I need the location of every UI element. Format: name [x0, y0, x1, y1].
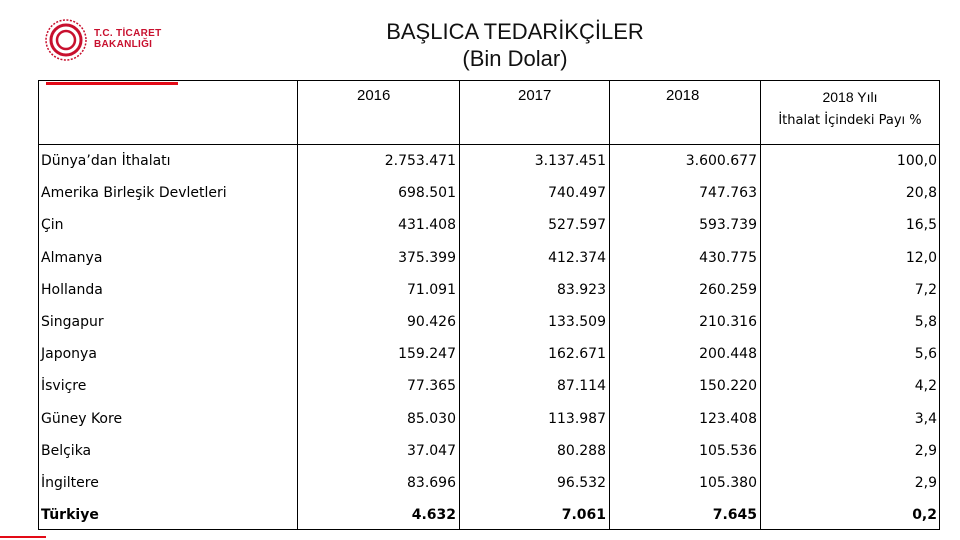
table-row — [39, 403, 939, 435]
ministry-logo — [44, 18, 164, 62]
share-cell: 2,9 — [914, 442, 937, 459]
column-divider — [760, 81, 761, 530]
header-share-line-2: İthalat İçindeki Payı % — [778, 113, 922, 128]
header-2018: 2018 — [666, 87, 700, 104]
table-header — [39, 81, 939, 145]
header-share — [761, 87, 939, 151]
country-cell: Hollanda — [41, 281, 103, 298]
red-accent-rule — [46, 82, 178, 85]
value-2018-cell: 105.380 — [699, 475, 757, 492]
ministry-emblem-icon — [44, 18, 88, 62]
value-2016-cell: 431.408 — [398, 217, 456, 234]
value-2016-cell: 159.247 — [398, 346, 456, 363]
page-title — [300, 18, 730, 72]
table-row — [39, 242, 939, 274]
value-2017-cell: 83.923 — [557, 281, 606, 298]
share-cell: 12,0 — [905, 249, 937, 266]
column-divider — [609, 81, 610, 530]
value-2018-cell: 210.316 — [699, 314, 757, 331]
share-cell: 5,6 — [914, 346, 937, 363]
value-2018-cell: 150.220 — [699, 378, 757, 395]
value-2018-cell: 430.775 — [699, 249, 757, 266]
country-cell: Çin — [41, 217, 64, 234]
header-share-line-1: 2018 Yılı — [822, 89, 878, 105]
table-row — [39, 145, 939, 177]
share-cell: 7,2 — [914, 281, 937, 298]
value-2016-cell: 375.399 — [398, 249, 456, 266]
value-2017-cell: 87.114 — [557, 378, 606, 395]
country-cell: İngiltere — [41, 475, 99, 492]
column-divider — [459, 81, 460, 530]
table-row — [39, 338, 939, 370]
value-2017-cell: 133.509 — [548, 314, 606, 331]
country-cell: Almanya — [41, 249, 103, 266]
value-2016-cell: 698.501 — [398, 185, 456, 202]
share-cell: 16,5 — [905, 217, 937, 234]
country-cell: Dünya’dan İthalatı — [41, 153, 171, 170]
share-cell: 3,4 — [914, 410, 937, 427]
value-2017-cell: 80.288 — [557, 442, 606, 459]
red-accent-rule-bottom — [0, 536, 46, 538]
value-2018-cell: 260.259 — [699, 281, 757, 298]
value-2016-cell: 77.365 — [407, 378, 456, 395]
share-cell: 5,8 — [914, 314, 937, 331]
value-2018-cell: 123.408 — [699, 410, 757, 427]
value-2018-cell: 105.536 — [699, 442, 757, 459]
country-cell: Japonya — [41, 346, 97, 363]
value-2017-cell: 162.671 — [548, 346, 606, 363]
value-2018-cell: 593.739 — [699, 217, 757, 234]
country-cell: Belçika — [41, 442, 92, 459]
header-2017: 2017 — [518, 87, 552, 104]
share-cell: 100,0 — [896, 153, 937, 170]
share-cell: 20,8 — [905, 185, 937, 202]
table-row — [39, 370, 939, 402]
value-2016-cell: 83.696 — [407, 475, 456, 492]
value-2017-cell: 412.374 — [548, 249, 606, 266]
value-2017-cell: 113.987 — [548, 410, 606, 427]
value-2016-cell: 85.030 — [407, 410, 456, 427]
value-2017-cell: 740.497 — [548, 185, 606, 202]
value-2018-cell: 7.645 — [712, 507, 757, 524]
value-2017-cell: 7.061 — [561, 507, 606, 524]
table-row — [39, 177, 939, 209]
logo-wordmark — [94, 28, 162, 50]
value-2016-cell: 4.632 — [411, 507, 456, 524]
column-divider — [297, 81, 298, 530]
value-2017-cell: 96.532 — [557, 475, 606, 492]
value-2017-cell: 3.137.451 — [534, 153, 606, 170]
table-row — [39, 435, 939, 467]
value-2018-cell: 3.600.677 — [685, 153, 757, 170]
share-cell: 4,2 — [914, 378, 937, 395]
suppliers-table — [38, 80, 940, 530]
share-cell: 2,9 — [914, 475, 937, 492]
table-row — [39, 274, 939, 306]
share-cell: 0,2 — [912, 507, 937, 524]
table-row — [39, 306, 939, 338]
country-cell: Singapur — [41, 314, 104, 331]
value-2016-cell: 90.426 — [407, 314, 456, 331]
table-row — [39, 467, 939, 499]
value-2016-cell: 71.091 — [407, 281, 456, 298]
country-cell: Türkiye — [41, 507, 99, 524]
logo-line-2: BAKANLIĞI — [94, 39, 153, 50]
table-row — [39, 499, 939, 531]
value-2018-cell: 747.763 — [699, 185, 757, 202]
header-2016: 2016 — [357, 87, 391, 104]
title-line-1: BAŞLICA TEDARİKÇİLER — [386, 19, 644, 44]
value-2016-cell: 37.047 — [407, 442, 456, 459]
value-2016-cell: 2.753.471 — [384, 153, 456, 170]
country-cell: İsviçre — [41, 378, 87, 395]
value-2017-cell: 527.597 — [548, 217, 606, 234]
country-cell: Güney Kore — [41, 410, 123, 427]
country-cell: Amerika Birleşik Devletleri — [41, 185, 227, 202]
value-2018-cell: 200.448 — [699, 346, 757, 363]
table-row — [39, 209, 939, 241]
title-line-2: (Bin Dolar) — [462, 46, 568, 71]
logo-line-1: T.C. TİCARET — [94, 28, 162, 39]
